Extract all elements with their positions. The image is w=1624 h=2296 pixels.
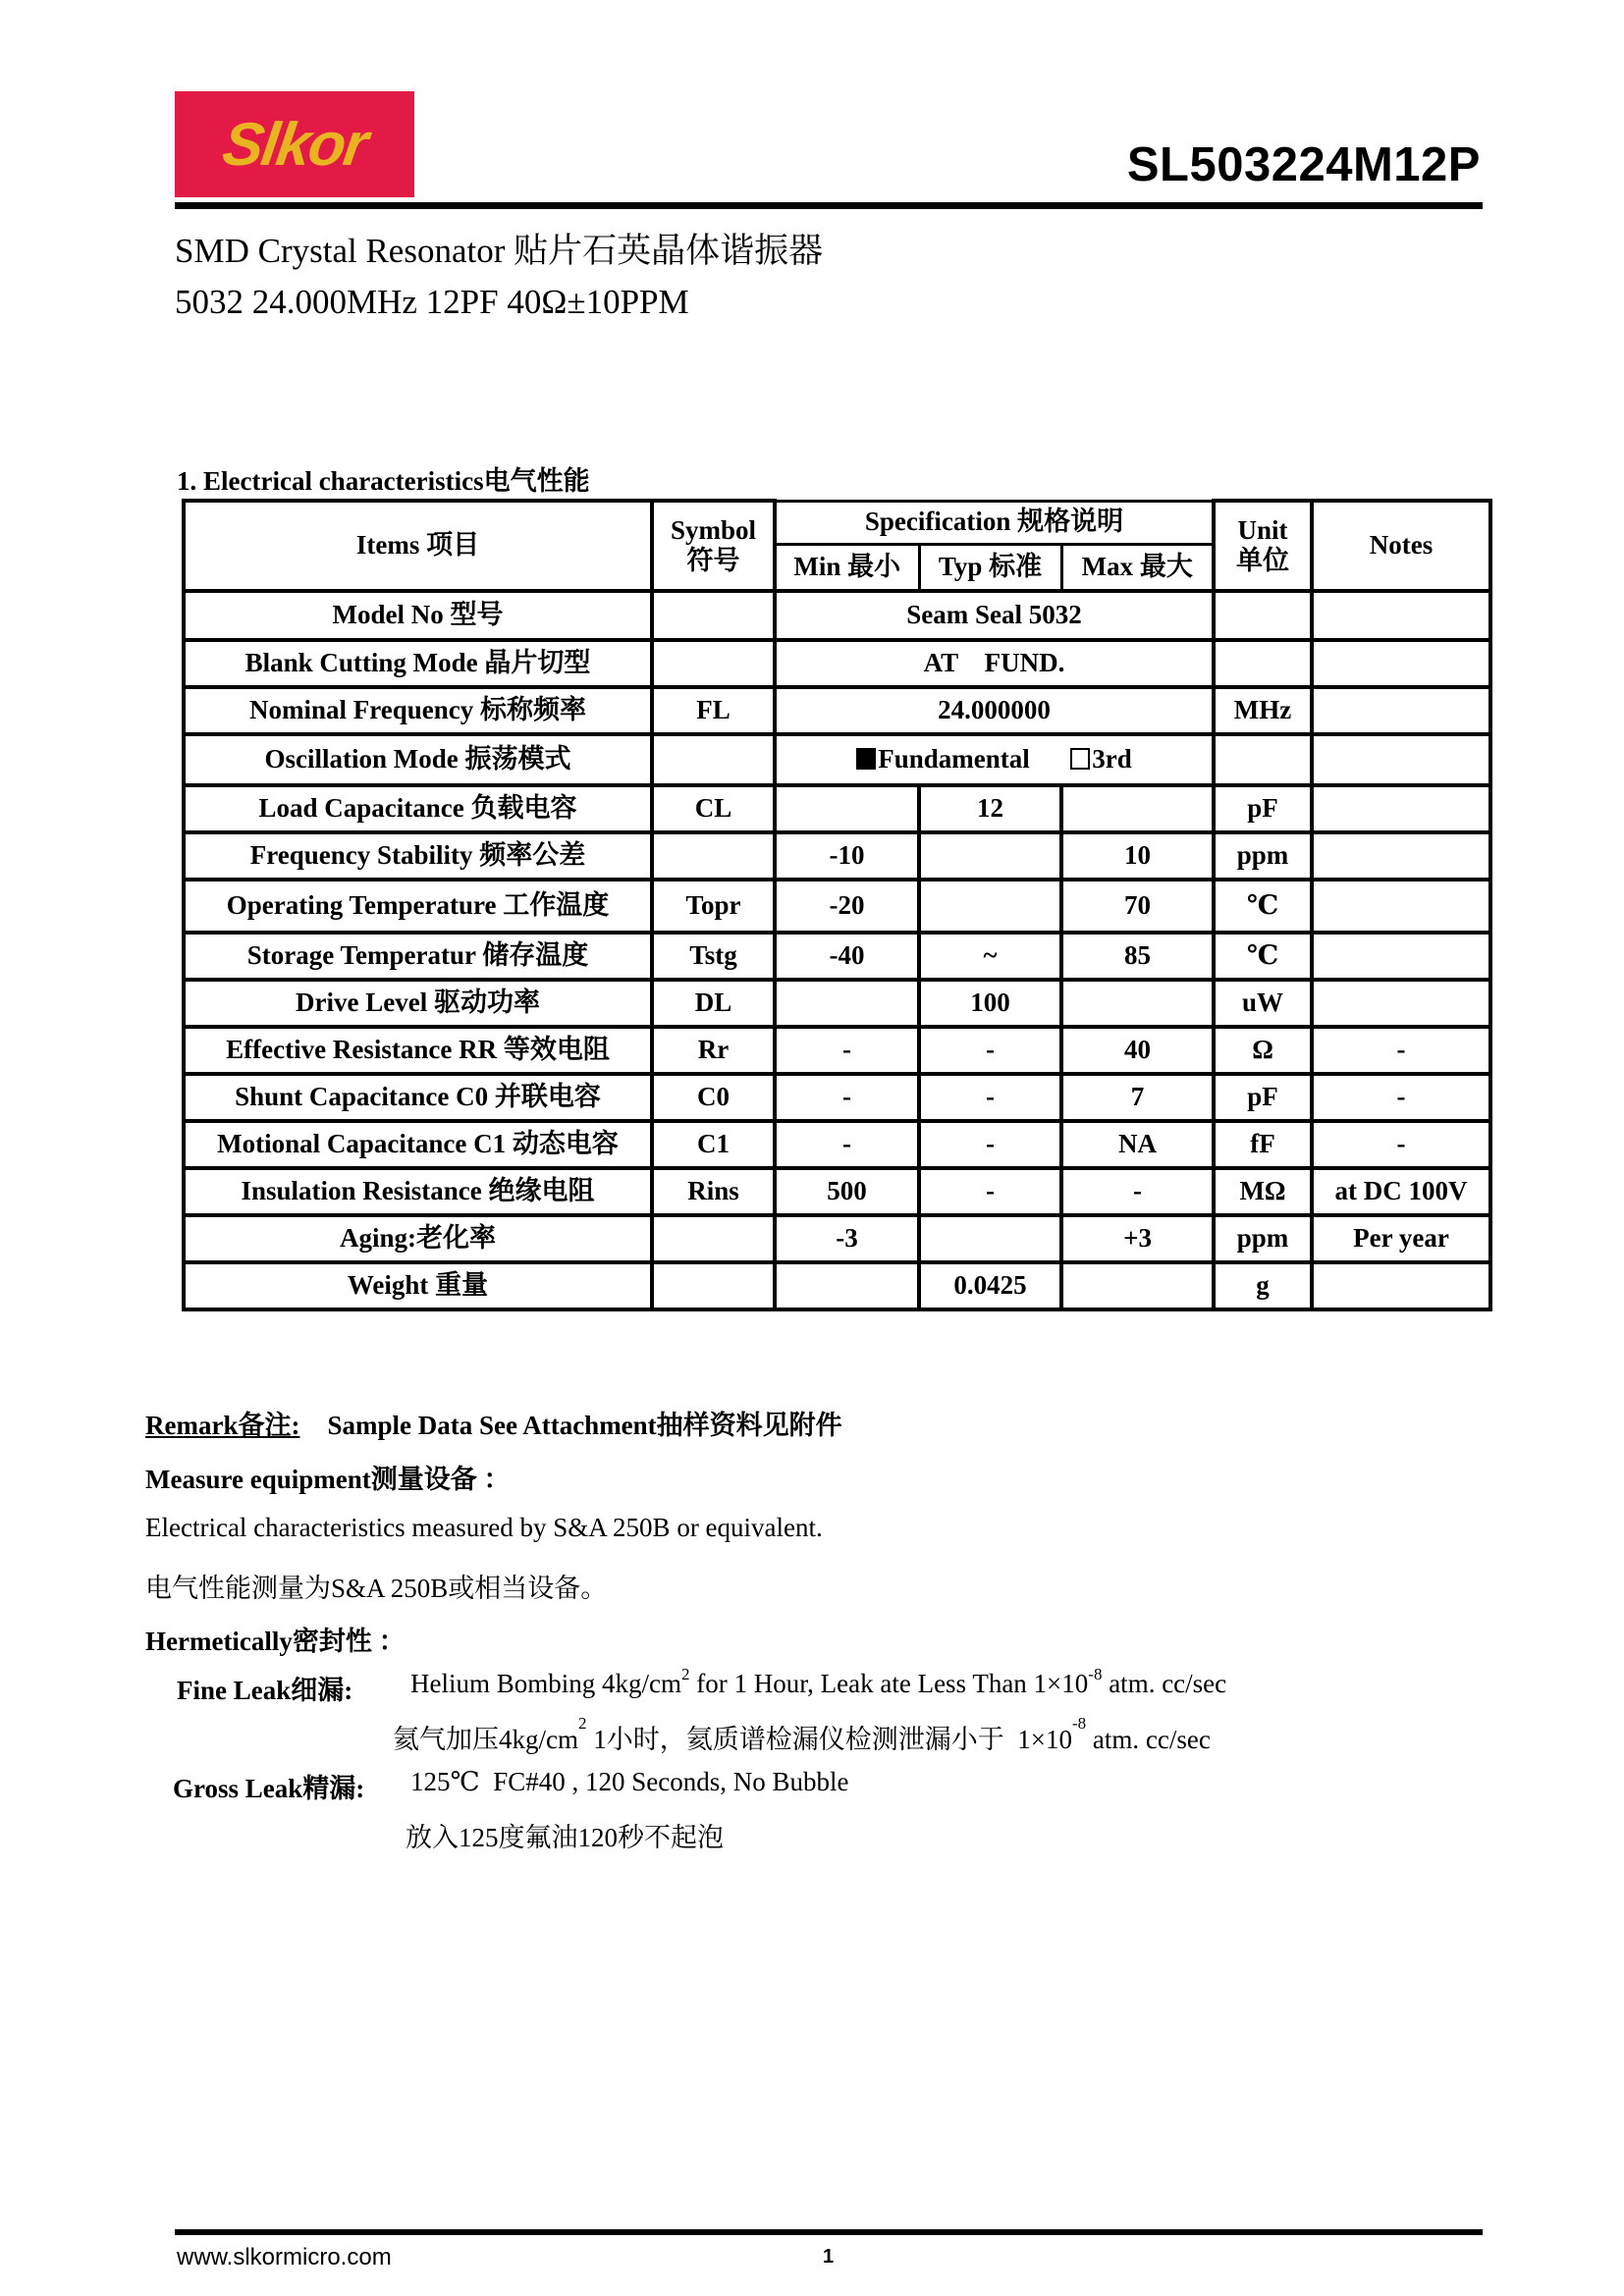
row-item: Effective Resistance RR 等效电阻: [184, 1027, 652, 1074]
table-row: [184, 1262, 1490, 1309]
table-row: [184, 734, 1490, 785]
table-row: [184, 687, 1490, 734]
superscript: -8: [1088, 1665, 1103, 1683]
checkbox-unchecked-icon: [1070, 748, 1090, 770]
row-notes: [1312, 832, 1490, 880]
row-symbol: [652, 832, 775, 880]
row-unit: ℃: [1214, 933, 1312, 980]
row-min: -10: [775, 832, 919, 880]
row-symbol: DL: [652, 980, 775, 1027]
fine-leak-en-text: Helium Bombing 4kg/cm: [410, 1669, 681, 1698]
row-item: Storage Temperatur 储存温度: [184, 933, 652, 980]
row-unit: ppm: [1214, 832, 1312, 880]
brand-logo: [175, 91, 414, 197]
row-max: 85: [1061, 933, 1214, 980]
electrical-characteristics-table: [182, 499, 1492, 1311]
header-unit-cn: 单位: [1236, 546, 1290, 575]
table-row: [184, 832, 1490, 880]
row-unit: uW: [1214, 980, 1312, 1027]
gross-leak-en: 125℃ FC#40 , 120 Seconds, No Bubble: [410, 1767, 849, 1796]
header-typ: Typ 标准: [919, 544, 1061, 591]
row-symbol: FL: [652, 687, 775, 734]
table-row: [184, 1168, 1490, 1215]
table-row: [184, 1027, 1490, 1074]
row-min: [775, 980, 919, 1027]
checkbox-checked-icon: [856, 748, 876, 770]
superscript: 2: [681, 1665, 690, 1683]
table-row: [184, 1215, 1490, 1262]
fine-leak-label: Fine Leak细漏:: [177, 1676, 353, 1705]
row-notes: Per year: [1312, 1215, 1490, 1262]
row-max: 40: [1061, 1027, 1214, 1074]
row-typ: -: [919, 1121, 1061, 1168]
row-max: 70: [1061, 880, 1214, 933]
row-item: Drive Level 驱动功率: [184, 980, 652, 1027]
row-spec: 24.000000: [775, 687, 1214, 734]
header-unit-en: Unit: [1237, 514, 1288, 545]
row-typ: 12: [919, 785, 1061, 832]
header-unit: [1214, 501, 1312, 591]
mode-option-fundamental: Fundamental: [878, 744, 1030, 774]
row-symbol: [652, 591, 775, 640]
remark-label: Remark备注:: [145, 1411, 300, 1440]
row-notes: -: [1312, 1074, 1490, 1121]
row-unit: [1214, 734, 1312, 785]
row-symbol: [652, 1262, 775, 1309]
row-unit: ppm: [1214, 1215, 1312, 1262]
gross-leak-cn: 放入125度氟油120秒不起泡: [406, 1823, 724, 1852]
row-min: -3: [775, 1215, 919, 1262]
row-max: [1061, 1262, 1214, 1309]
row-typ: -: [919, 1027, 1061, 1074]
header-specification: Specification 规格说明: [775, 501, 1214, 544]
row-max: +3: [1061, 1215, 1214, 1262]
row-symbol: [652, 1215, 775, 1262]
row-notes: [1312, 785, 1490, 832]
row-min: 500: [775, 1168, 919, 1215]
row-symbol: Tstg: [652, 933, 775, 980]
fine-leak-en-text: atm. cc/sec: [1102, 1669, 1227, 1698]
row-notes: -: [1312, 1027, 1490, 1074]
table-row: [184, 1121, 1490, 1168]
header-min: Min 最小: [775, 544, 919, 591]
page-number: 1: [823, 2246, 835, 2268]
hermeticity-title: Hermetically密封性 ：: [145, 1627, 406, 1656]
row-notes: at DC 100V: [1312, 1168, 1490, 1215]
header-symbol-cn: 符号: [686, 546, 740, 575]
row-spec: AT FUND.: [775, 640, 1214, 687]
measure-equipment-title: Measure equipment测量设备 ：: [145, 1465, 511, 1494]
row-unit: Ω: [1214, 1027, 1312, 1074]
row-item: Oscillation Mode 振荡模式: [184, 734, 652, 785]
row-unit: fF: [1214, 1121, 1312, 1168]
row-typ: [919, 880, 1061, 933]
table-row: [184, 591, 1490, 640]
fine-leak-cn-text: 1小时，氦质谱检漏仪检测泄漏小于 1×10: [586, 1725, 1072, 1754]
row-typ: 0.0425: [919, 1262, 1061, 1309]
row-symbol: Rr: [652, 1027, 775, 1074]
brand-logo-text: Slkor: [218, 110, 371, 179]
remark-value: Sample Data See Attachment抽样资料见附件: [327, 1411, 842, 1440]
row-item: Motional Capacitance C1 动态电容: [184, 1121, 652, 1168]
row-symbol: [652, 734, 775, 785]
row-spec: Seam Seal 5032: [775, 591, 1214, 640]
row-max: [1061, 785, 1214, 832]
row-typ: -: [919, 1168, 1061, 1215]
header-max: Max 最大: [1061, 544, 1214, 591]
row-min: -: [775, 1027, 919, 1074]
fine-leak-en: [410, 1665, 1227, 1699]
table-header-row: [184, 501, 1490, 544]
row-item: Weight 重量: [184, 1262, 652, 1309]
row-item: Frequency Stability 频率公差: [184, 832, 652, 880]
row-symbol: C1: [652, 1121, 775, 1168]
superscript: 2: [578, 1714, 587, 1733]
row-notes: [1312, 933, 1490, 980]
header-symbol-en: Symbol: [670, 514, 757, 545]
mode-option-3rd: 3rd: [1092, 744, 1132, 774]
row-min: -40: [775, 933, 919, 980]
row-notes: -: [1312, 1121, 1490, 1168]
row-item: Shunt Capacitance C0 并联电容: [184, 1074, 652, 1121]
row-max: -: [1061, 1168, 1214, 1215]
fine-leak-cn-text: 氦气加压4kg/cm: [393, 1725, 578, 1754]
row-notes: [1312, 880, 1490, 933]
remark-line: [145, 1404, 842, 1442]
table-row: [184, 980, 1490, 1027]
row-spec-oscillation-mode: [775, 734, 1214, 785]
row-symbol: Rins: [652, 1168, 775, 1215]
row-item: Nominal Frequency 标称频率: [184, 687, 652, 734]
document-subtitle: 5032 24.000MHz 12PF 40Ω±10PPM: [175, 283, 689, 321]
table-row: [184, 880, 1490, 933]
row-item: Load Capacitance 负载电容: [184, 785, 652, 832]
header-symbol: [652, 501, 775, 591]
table-row: [184, 640, 1490, 687]
gross-leak-label: Gross Leak精漏:: [173, 1774, 365, 1803]
row-unit: MHz: [1214, 687, 1312, 734]
table-row: [184, 933, 1490, 980]
row-unit: MΩ: [1214, 1168, 1312, 1215]
row-symbol: [652, 640, 775, 687]
row-notes: [1312, 640, 1490, 687]
row-symbol: Topr: [652, 880, 775, 933]
row-min: [775, 1262, 919, 1309]
row-typ: ~: [919, 933, 1061, 980]
row-max: 7: [1061, 1074, 1214, 1121]
row-notes: [1312, 687, 1490, 734]
row-unit: g: [1214, 1262, 1312, 1309]
part-number: SL503224M12P: [1126, 138, 1481, 191]
row-typ: 100: [919, 980, 1061, 1027]
row-max: NA: [1061, 1121, 1214, 1168]
row-symbol: CL: [652, 785, 775, 832]
row-min: -: [775, 1121, 919, 1168]
fine-leak-cn: [393, 1714, 1211, 1756]
row-item: Model No 型号: [184, 591, 652, 640]
row-symbol: C0: [652, 1074, 775, 1121]
row-typ: -: [919, 1074, 1061, 1121]
row-unit: [1214, 640, 1312, 687]
row-unit: pF: [1214, 785, 1312, 832]
header-divider: [175, 202, 1483, 209]
row-item: Blank Cutting Mode 晶片切型: [184, 640, 652, 687]
row-notes: [1312, 980, 1490, 1027]
table-row: [184, 1074, 1490, 1121]
measure-equipment-cn: 电气性能测量为S&A 250B或相当设备。: [145, 1574, 608, 1603]
header-notes: Notes: [1312, 501, 1490, 591]
footer-website-link[interactable]: www.slkormicro.com: [177, 2244, 392, 2270]
row-min: -: [775, 1074, 919, 1121]
row-notes: [1312, 734, 1490, 785]
section-title: 1. Electrical characteristics电气性能: [177, 466, 590, 496]
row-notes: [1312, 1262, 1490, 1309]
row-item: Insulation Resistance 绝缘电阻: [184, 1168, 652, 1215]
row-typ: [919, 1215, 1061, 1262]
row-notes: [1312, 591, 1490, 640]
row-unit: ℃: [1214, 880, 1312, 933]
footer-divider: [175, 2229, 1483, 2235]
row-max: [1061, 980, 1214, 1027]
row-typ: [919, 832, 1061, 880]
row-max: 10: [1061, 832, 1214, 880]
fine-leak-cn-text: atm. cc/sec: [1086, 1725, 1211, 1754]
superscript: -8: [1071, 1714, 1087, 1733]
fine-leak-en-text: for 1 Hour, Leak ate Less Than 1×10: [689, 1669, 1089, 1698]
row-item: Operating Temperature 工作温度: [184, 880, 652, 933]
row-min: -20: [775, 880, 919, 933]
document-title: SMD Crystal Resonator 贴片石英晶体谐振器: [175, 232, 824, 270]
row-unit: pF: [1214, 1074, 1312, 1121]
measure-equipment-en: Electrical characteristics measured by S&A 250B or equivalent.: [145, 1513, 823, 1542]
table-row: [184, 785, 1490, 832]
row-min: [775, 785, 919, 832]
header-items: Items 项目: [184, 501, 652, 591]
row-item: Aging:老化率: [184, 1215, 652, 1262]
row-unit: [1214, 591, 1312, 640]
